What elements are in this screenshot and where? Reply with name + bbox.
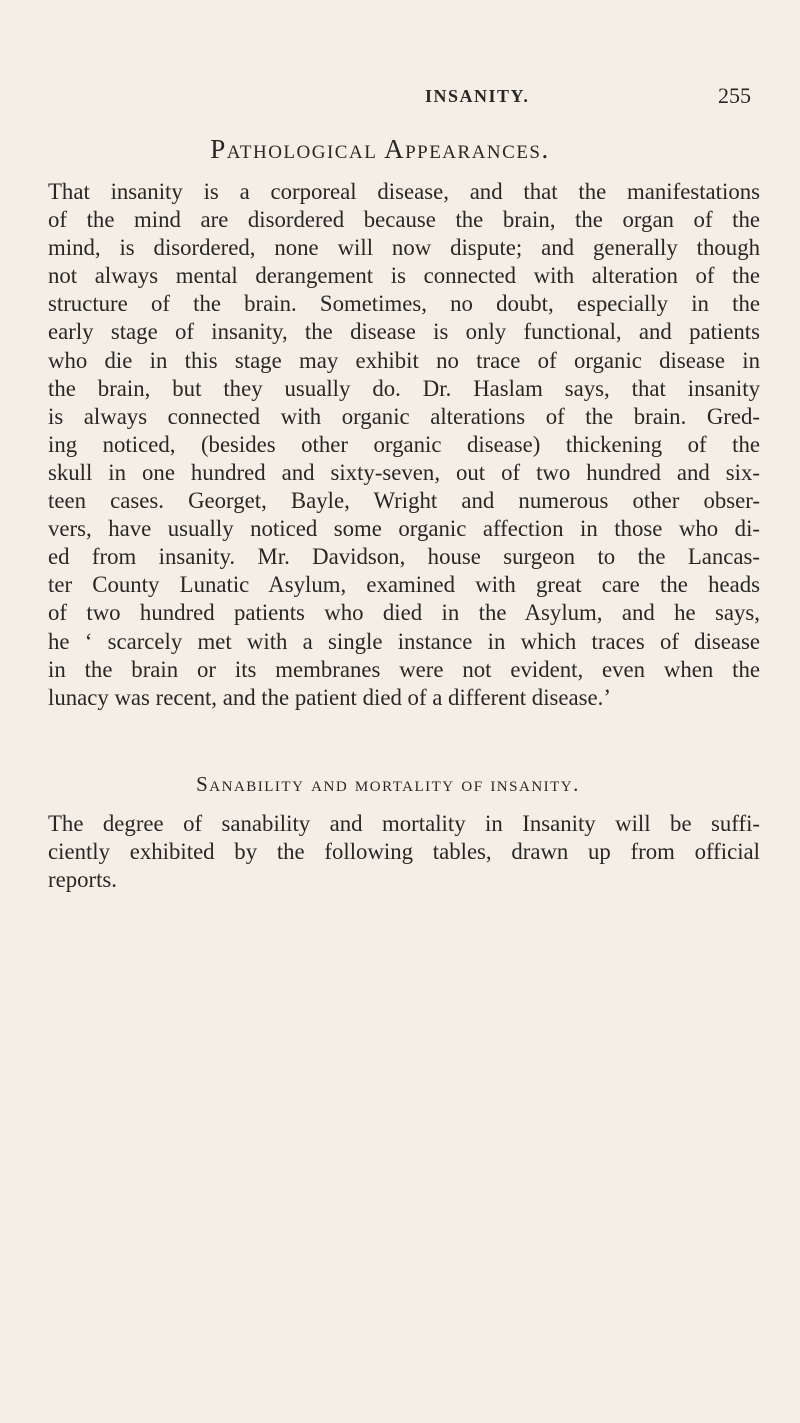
text-line: skull in one hundred and sixty-seven, out of two hundred and six-: [48, 459, 760, 485]
text-line: ciently exhibited by the following tables, drawn up from official: [48, 839, 760, 865]
text-line: mind, is disordered, none will now dispute; and generally though: [48, 235, 760, 261]
text-line: ter County Lunatic Asylum, examined with great care the heads: [48, 572, 760, 598]
text-line: not always mental derangement is connected with alteration of the: [48, 263, 760, 289]
text-line: vers, have usually noticed some organic affection in those who di-: [48, 516, 760, 542]
text-line: The degree of sanability and mortality in Insanity will be suffi-: [48, 811, 760, 836]
text-line: of two hundred patients who died in the Asylum, and he says,: [48, 600, 760, 626]
section-heading-sanability-mortality: Sanability and mortality of insanity.: [196, 772, 580, 796]
text-line: who die in this stage may exhibit no trace of organic disease in: [48, 347, 760, 373]
text-line: lunacy was recent, and the patient died of a different disease.’: [48, 684, 611, 710]
text-line: in the brain or its membranes were not evident, even when the: [48, 656, 760, 682]
running-title: INSANITY.: [425, 86, 530, 106]
text-line: the brain, but they usually do. Dr. Haslam says, that insanity: [48, 375, 760, 401]
section-heading-pathological-appearances: Pathological Appearances.: [210, 134, 550, 164]
running-head: [0, 83, 800, 116]
page-number: 255: [718, 83, 751, 108]
text-line: teen cases. Georget, Bayle, Wright and numerous other obser-: [48, 488, 760, 514]
text-line: structure of the brain. Sometimes, no doubt, especially in the: [48, 291, 760, 317]
text-line: of the mind are disordered because the brain, the organ of the: [48, 207, 760, 233]
text-line: early stage of insanity, the disease is only functional, and patients: [48, 319, 760, 345]
text-line: ed from insanity. Mr. Davidson, house surgeon to the Lancas-: [48, 544, 760, 570]
paragraph-pathological-appearances: [48, 178, 760, 712]
text-line: is always connected with organic alterations of the brain. Gred-: [48, 403, 760, 429]
text-line: reports.: [48, 867, 118, 893]
text-line: he ‘ scarcely met with a single instance in which traces of disease: [48, 628, 760, 654]
text-line: ing noticed, (besides other organic disease) thickening of the: [48, 431, 760, 457]
paragraph-sanability-mortality: [48, 810, 760, 894]
text-line: That insanity is a corporeal disease, and that the manifestations: [48, 179, 760, 204]
